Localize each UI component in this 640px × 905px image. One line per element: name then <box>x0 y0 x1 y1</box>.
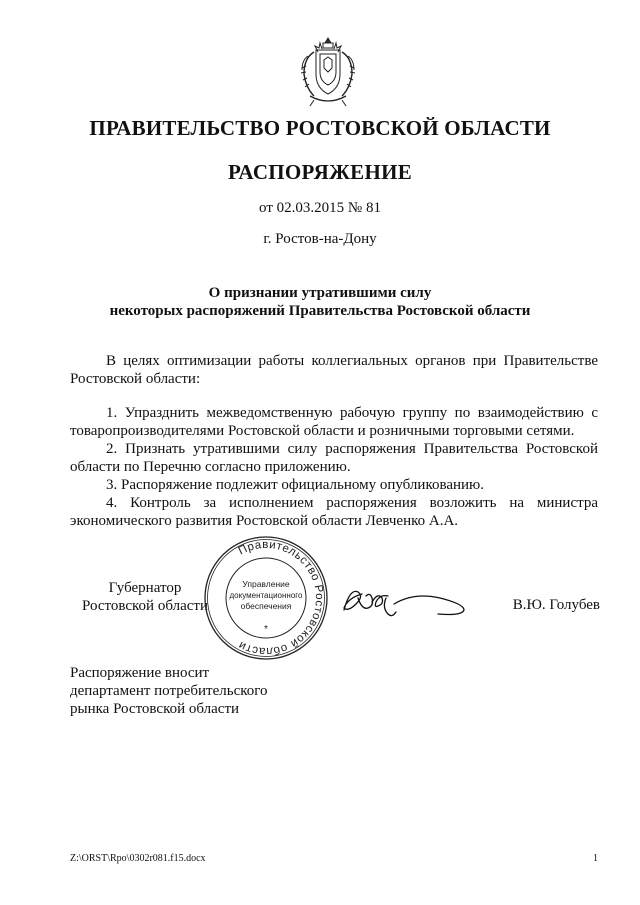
signatory-title-line: Ростовской области <box>82 598 208 614</box>
directive-items <box>70 404 598 530</box>
directive-item: 1. Упразднить межведомственную рабочую группу по взаимодействию с товаропроизводителями Ростовской области и розничными торговыми сетями. <box>70 405 598 439</box>
directive-item: 4. Контроль за исполнением распоряжения возложить на министра экономического развития Ростовской области Левченко А.А. <box>70 495 598 529</box>
signatory-name: В.Ю. Голубев <box>512 597 600 613</box>
subject-line: О признании утратившими силу <box>208 285 432 301</box>
document-date-number: от 02.03.2015 № 81 <box>259 200 381 216</box>
document-place: г. Ростов-на-Дону <box>263 231 377 247</box>
document-subject <box>0 284 640 320</box>
coat-of-arms-icon <box>296 36 360 108</box>
footer-file-path: Z:\ORST\Rpo\0302r081.f15.docx <box>70 853 206 864</box>
submitter-line: департамент потребительского <box>70 683 268 699</box>
document-type: РАСПОРЯЖЕНИЕ <box>227 160 413 184</box>
preamble-text: В целях оптимизации работы коллегиальных органов при Правительстве Ростовской области: <box>70 353 598 387</box>
seal-center-line: Управление <box>242 579 290 589</box>
subject-line: некоторых распоряжений Правительства Ростовской области <box>109 303 531 319</box>
signatory-title-line: Губернатор <box>108 580 182 596</box>
signatory-title <box>70 579 220 615</box>
directive-item: 3. Распоряжение подлежит официальному опубликованию. <box>106 477 485 493</box>
seal-center-line: документационного <box>229 591 303 600</box>
submitted-by-block <box>70 664 390 718</box>
directive-item: 2. Признать утратившими силу распоряжения Правительства Ростовской области по Перечню согласно приложению. <box>70 441 598 475</box>
seal-star-icon: * <box>264 624 268 635</box>
official-seal-stamp <box>203 535 329 661</box>
seal-center-line: обеспечения <box>240 601 292 611</box>
organization-title: ПРАВИТЕЛЬСТВО РОСТОВСКОЙ ОБЛАСТИ <box>89 116 551 140</box>
preamble <box>70 352 598 388</box>
seal-ring-text: Правительство Ростовской области <box>236 538 326 658</box>
submitter-line: рынка Ростовской области <box>70 701 240 717</box>
submitter-line: Распоряжение вносит <box>70 665 210 681</box>
footer-page-number: 1 <box>593 853 598 864</box>
handwritten-signature-icon <box>338 580 470 626</box>
